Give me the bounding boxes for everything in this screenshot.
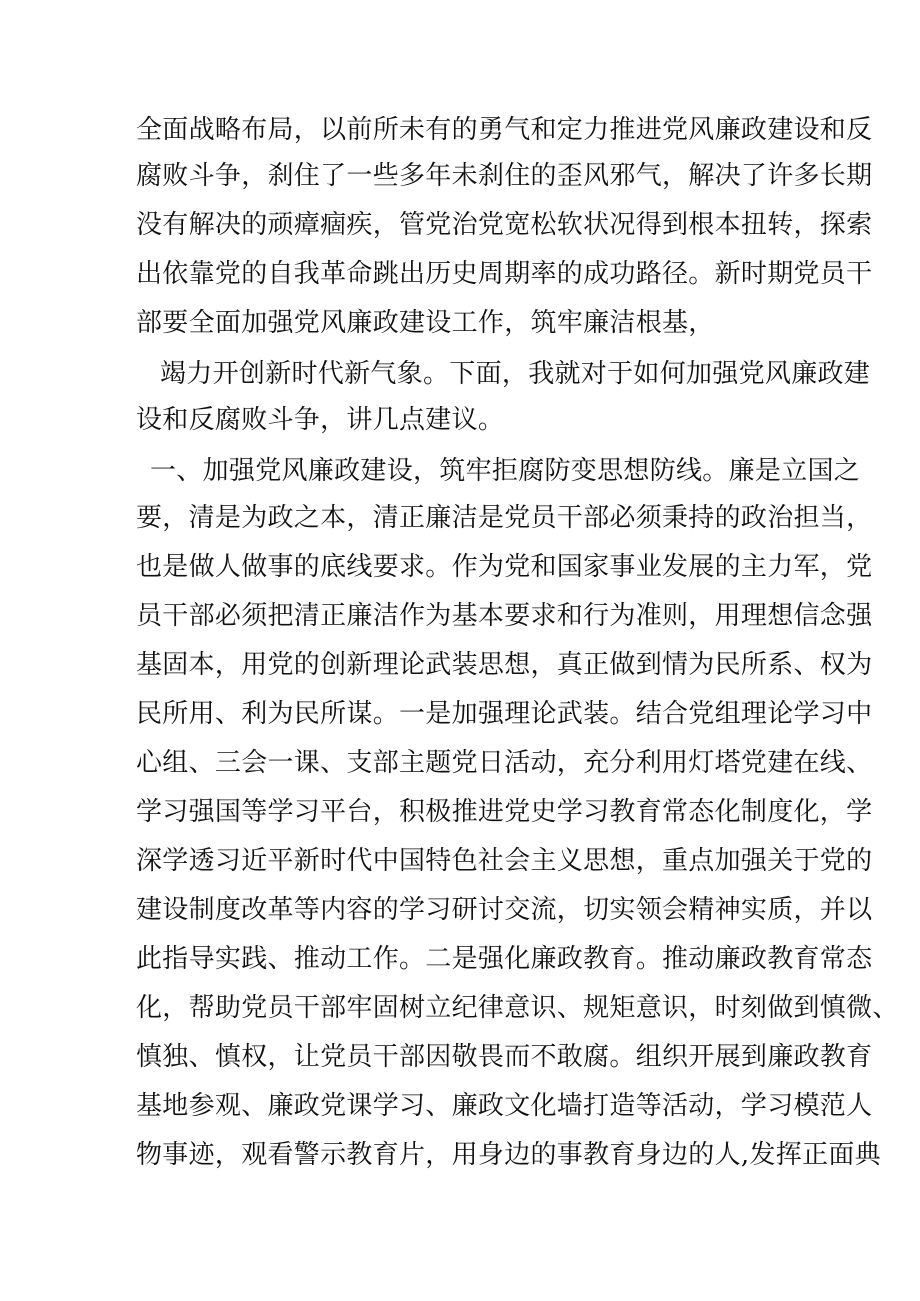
text-line: 慎独、慎权，让党员干部因敬畏而不敢腐。组织开展到廉政教育 [136, 1042, 873, 1072]
text-line: 民所用、利为民所谋。一是加强理论武装。结合党组理论学习中 [136, 699, 873, 729]
text-line: 物事迹，观看警示教育片，用身边的事教育身边的人,发挥正面典 [136, 1140, 881, 1170]
text-line: 建设制度改革等内容的学习研讨交流，切实领会精神实质，并以 [136, 895, 873, 925]
text-line: 全面战略布局，以前所未有的勇气和定力推进党风廉政建设和反 [136, 115, 873, 145]
text-line: 深学透习近平新时代中国特色社会主义思想，重点加强关于党的 [136, 846, 873, 876]
text-line: 设和反腐败斗争，讲几点建议。 [136, 405, 505, 435]
text-line: 心组、三会一课、支部主题党日活动，充分利用灯塔党建在线、 [136, 748, 873, 778]
text-line: 也是做人做事的底线要求。作为党和国家事业发展的主力军，党 [136, 552, 873, 582]
text-line: 部要全面加强党风廉政建设工作，筑牢廉洁根基， [136, 308, 715, 338]
text-line: 腐败斗争，刹住了一些多年未刹住的歪风邪气，解决了许多长期 [136, 161, 873, 191]
text-line: 化，帮助党员干部牢固树立纪律意识、规矩意识，时刻做到慎微、 [136, 993, 899, 1023]
text-line: 没有解决的顽瘴痼疾，管党治党宽松软状况得到根本扭转，探索 [136, 210, 873, 240]
text-line: 此指导实践、推动工作。二是强化廉政教育。推动廉政教育常态 [136, 944, 873, 974]
text-line: 学习强国等学习平台，积极推进党史学习教育常态化制度化，学 [136, 797, 873, 827]
text-line: 一、加强党风廉政建设，筑牢拒腐防变思想防线。廉是立国之 [150, 456, 861, 486]
text-line: 基地参观、廉政党课学习、廉政文化墙打造等活动，学习模范人 [136, 1091, 873, 1121]
text-line: 基固本，用党的创新理论武装思想，真正做到情为民所系、权为 [136, 650, 873, 680]
text-line: 员干部必须把清正廉洁作为基本要求和行为准则，用理想信念强 [136, 601, 873, 631]
text-line: 竭力开创新时代新气象。下面，我就对于如何加强党风廉政建 [160, 359, 871, 389]
text-line: 出依靠党的自我革命跳出历史周期率的成功路径。新时期党员干 [136, 259, 873, 289]
text-line: 要，清是为政之本，清正廉洁是党员干部必须秉持的政治担当， [136, 503, 873, 533]
